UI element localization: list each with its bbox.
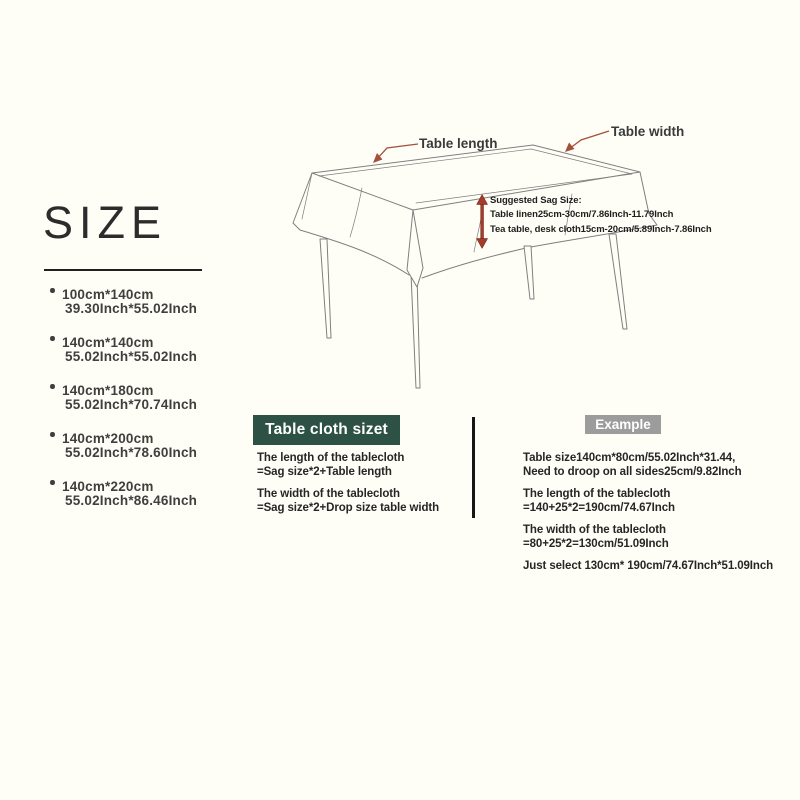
bullet-icon bbox=[50, 432, 55, 437]
table-leg bbox=[609, 234, 627, 329]
size-value-inch: 55.02Inch*86.46Inch bbox=[65, 492, 198, 508]
sag-note-tea-table: Tea table, desk cloth15cm-20cm/5.89Inch-7.86Inch bbox=[490, 223, 712, 235]
sag-size-note bbox=[490, 194, 730, 237]
formula-width bbox=[257, 487, 439, 515]
size-title-underline bbox=[44, 269, 202, 271]
table-leg bbox=[411, 274, 420, 388]
formula-width-value: =Sag size*2+Drop size table width bbox=[257, 502, 440, 514]
example-table-size bbox=[523, 451, 773, 479]
formula-length-label: The length of the tablecloth bbox=[257, 452, 405, 464]
formula-length bbox=[257, 451, 439, 479]
formula-width-label: The width of the tablecloth bbox=[257, 488, 400, 500]
table-illustration bbox=[270, 118, 690, 418]
example-width-label: The width of the tablecloth bbox=[523, 524, 666, 536]
example-size-line2: Need to droop on all sides25cm/9.82Inch bbox=[523, 466, 742, 478]
size-value-cm: 140cm*180cm bbox=[62, 383, 154, 398]
bullet-icon bbox=[50, 288, 55, 293]
example-length bbox=[523, 487, 773, 515]
size-value-cm: 100cm*140cm bbox=[62, 287, 154, 302]
size-value-inch: 55.02Inch*55.02Inch bbox=[65, 348, 198, 364]
table-width-arrow-icon bbox=[565, 131, 609, 152]
size-value-cm: 140cm*220cm bbox=[62, 479, 154, 494]
size-value-cm: 140cm*140cm bbox=[62, 335, 154, 350]
example-width-value: =80+25*2=130cm/51.09Inch bbox=[523, 538, 669, 550]
panel-divider bbox=[472, 417, 475, 518]
example-body bbox=[523, 451, 773, 581]
cloth-fold-line bbox=[350, 188, 362, 237]
size-list-item bbox=[62, 288, 197, 315]
size-value-inch: 55.02Inch*70.74Inch bbox=[65, 396, 198, 412]
sag-note-linen: Table linen25cm-30cm/7.86Inch-11.79Inch bbox=[490, 209, 674, 221]
cloth-corner-fold bbox=[407, 210, 423, 287]
table-leg bbox=[320, 239, 331, 338]
example-length-label: The length of the tablecloth bbox=[523, 488, 671, 500]
example-width bbox=[523, 523, 773, 551]
example-length-value: =140+25*2=190cm/74.67Inch bbox=[523, 502, 675, 514]
size-value-inch: 55.02Inch*78.60Inch bbox=[65, 444, 198, 460]
formula-length-value: =Sag size*2+Table length bbox=[257, 466, 392, 478]
size-list-item bbox=[62, 336, 197, 363]
bullet-icon bbox=[50, 336, 55, 341]
size-value-cm: 140cm*200cm bbox=[62, 431, 154, 446]
tablecloth-size-header: Table cloth sizet bbox=[253, 415, 400, 445]
size-list-item bbox=[62, 432, 197, 459]
size-value-inch: 39.30Inch*55.02Inch bbox=[65, 300, 198, 316]
example-header: Example bbox=[585, 415, 661, 434]
bullet-icon bbox=[50, 480, 55, 485]
example-size-line1: Table size140cm*80cm/55.02Inch*31.44, bbox=[523, 452, 736, 464]
table-width-label: Table width bbox=[611, 124, 685, 139]
example-conclusion: Just select 130cm* 190cm/74.67Inch*51.09Inch bbox=[523, 560, 774, 572]
sag-note-title: Suggested Sag Size: bbox=[490, 195, 582, 206]
bullet-icon bbox=[50, 384, 55, 389]
table-length-label: Table length bbox=[419, 136, 498, 151]
size-list-item bbox=[62, 384, 197, 411]
formula-body bbox=[257, 451, 439, 523]
table-leg bbox=[524, 246, 534, 299]
size-panel-title: SIZE bbox=[43, 197, 168, 248]
sag-double-arrow-icon bbox=[477, 195, 488, 249]
size-list-item bbox=[62, 480, 197, 507]
